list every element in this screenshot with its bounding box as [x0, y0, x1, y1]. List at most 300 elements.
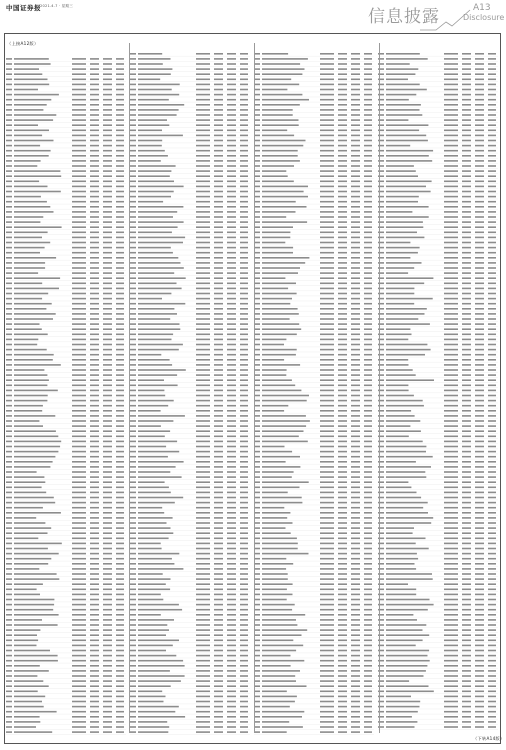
- listing-cell: [338, 109, 347, 111]
- listing-cell: [338, 655, 347, 657]
- listing-cell: [462, 696, 471, 698]
- listing-cell: [116, 456, 124, 458]
- listing-cell: [338, 104, 347, 106]
- listing-cell: [138, 543, 161, 545]
- listing-row: [6, 461, 126, 464]
- listing-cell: [116, 604, 124, 606]
- listing-cell: [320, 262, 334, 264]
- listing-cell: [254, 140, 260, 142]
- listing-cell: [475, 583, 484, 585]
- listing-cell: [364, 226, 372, 228]
- listing-cell: [90, 206, 99, 208]
- listing-cell: [214, 492, 223, 494]
- listing-cell: [6, 670, 12, 672]
- listing-cell: [338, 660, 347, 662]
- listing-cell: [14, 461, 53, 463]
- listing-cell: [364, 175, 372, 177]
- listing-cell: [320, 492, 334, 494]
- listing-cell: [72, 94, 86, 96]
- listing-cell: [254, 53, 260, 55]
- listing-cell: [351, 624, 360, 626]
- listing-cell: [364, 379, 372, 381]
- listing-cell: [475, 425, 484, 427]
- listing-cell: [475, 599, 484, 601]
- listing-cell: [227, 298, 236, 300]
- listing-cell: [227, 624, 236, 626]
- listing-cell: [90, 660, 99, 662]
- listing-cell: [364, 99, 372, 101]
- listing-cell: [196, 538, 210, 540]
- listing-row: [6, 293, 126, 296]
- listing-cell: [6, 629, 12, 631]
- listing-row: [378, 328, 498, 331]
- listing-cell: [351, 237, 360, 239]
- listing-cell: [338, 344, 347, 346]
- listing-cell: [254, 385, 260, 387]
- listing-row: [254, 359, 374, 362]
- listing-cell: [475, 104, 484, 106]
- listing-cell: [262, 660, 304, 662]
- listing-cell: [364, 298, 372, 300]
- listing-cell: [90, 415, 99, 417]
- listing-cell: [90, 436, 99, 438]
- listing-cell: [338, 379, 347, 381]
- listing-cell: [14, 237, 42, 239]
- listing-row: [378, 58, 498, 61]
- listing-cell: [320, 390, 334, 392]
- listing-cell: [196, 721, 210, 723]
- listing-cell: [130, 415, 136, 417]
- listing-cell: [462, 211, 471, 213]
- listing-row: [130, 354, 250, 357]
- listing-cell: [227, 604, 236, 606]
- listing-row: [6, 130, 126, 133]
- listing-row: [6, 512, 126, 515]
- listing-cell: [227, 84, 236, 86]
- listing-cell: [262, 186, 308, 188]
- listing-cell: [488, 155, 496, 157]
- listing-row: [378, 415, 498, 418]
- listing-cell: [227, 711, 236, 713]
- listing-cell: [386, 283, 424, 285]
- listing-cell: [351, 84, 360, 86]
- listing-cell: [103, 655, 112, 657]
- listing-cell: [130, 522, 136, 524]
- listing-cell: [116, 415, 124, 417]
- listing-cell: [488, 390, 496, 392]
- listing-cell: [6, 583, 12, 585]
- listing-cell: [130, 589, 136, 591]
- listing-cell: [14, 691, 38, 693]
- listing-cell: [90, 339, 99, 341]
- listing-cell: [488, 553, 496, 555]
- listing-cell: [138, 277, 186, 279]
- listing-cell: [6, 410, 12, 412]
- listing-cell: [444, 272, 458, 274]
- listing-cell: [488, 497, 496, 499]
- listing-cell: [351, 318, 360, 320]
- listing-row: [6, 711, 126, 714]
- listing-cell: [488, 583, 496, 585]
- listing-cell: [14, 344, 37, 346]
- listing-cell: [338, 349, 347, 351]
- listing-cell: [488, 119, 496, 121]
- listing-cell: [116, 660, 124, 662]
- listing-cell: [72, 726, 86, 728]
- listing-row: [130, 114, 250, 117]
- listing-cell: [462, 298, 471, 300]
- listing-cell: [227, 395, 236, 397]
- listing-cell: [254, 721, 260, 723]
- listing-row: [130, 461, 250, 464]
- listing-cell: [138, 405, 168, 407]
- listing-cell: [320, 721, 334, 723]
- listing-cell: [262, 430, 304, 432]
- listing-cell: [462, 721, 471, 723]
- listing-cell: [214, 670, 223, 672]
- listing-cell: [488, 645, 496, 647]
- listing-cell: [364, 334, 372, 336]
- listing-cell: [72, 548, 86, 550]
- listing-cell: [351, 665, 360, 667]
- listing-row: [6, 609, 126, 612]
- listing-cell: [6, 548, 12, 550]
- listing-cell: [351, 436, 360, 438]
- listing-cell: [130, 497, 136, 499]
- listing-cell: [364, 548, 372, 550]
- listing-cell: [90, 543, 99, 545]
- listing-cell: [254, 124, 260, 126]
- listing-cell: [196, 487, 210, 489]
- listing-cell: [130, 619, 136, 621]
- listing-cell: [214, 655, 223, 657]
- listing-cell: [364, 471, 372, 473]
- listing-cell: [103, 191, 112, 193]
- listing-cell: [254, 400, 260, 402]
- listing-cell: [138, 522, 167, 524]
- listing-cell: [240, 170, 248, 172]
- listing-cell: [138, 436, 165, 438]
- listing-cell: [364, 655, 372, 657]
- listing-cell: [14, 206, 50, 208]
- listing-cell: [475, 124, 484, 126]
- listing-cell: [196, 328, 210, 330]
- listing-cell: [214, 430, 223, 432]
- listing-cell: [214, 410, 223, 412]
- listing-cell: [386, 640, 423, 642]
- listing-row: [130, 522, 250, 525]
- listing-cell: [116, 497, 124, 499]
- listing-cell: [130, 150, 136, 152]
- listing-cell: [262, 313, 299, 315]
- listing-cell: [227, 237, 236, 239]
- listing-cell: [138, 634, 166, 636]
- listing-cell: [14, 385, 47, 387]
- listing-cell: [262, 99, 309, 101]
- listing-cell: [130, 400, 136, 402]
- listing-row: [378, 706, 498, 709]
- listing-cell: [240, 599, 248, 601]
- listing-cell: [196, 548, 210, 550]
- listing-cell: [386, 58, 428, 60]
- listing-cell: [351, 242, 360, 244]
- listing-cell: [14, 568, 39, 570]
- listing-row: [130, 634, 250, 637]
- listing-cell: [338, 415, 347, 417]
- listing-cell: [103, 487, 112, 489]
- listing-cell: [72, 614, 86, 616]
- listing-cell: [90, 150, 99, 152]
- listing-cell: [90, 553, 99, 555]
- listing-cell: [196, 58, 210, 60]
- listing-cell: [462, 99, 471, 101]
- listing-cell: [475, 140, 484, 142]
- listing-cell: [196, 558, 210, 560]
- listing-cell: [214, 63, 223, 65]
- listing-cell: [14, 420, 39, 422]
- listing-cell: [488, 385, 496, 387]
- listing-cell: [488, 446, 496, 448]
- listing-cell: [196, 344, 210, 346]
- listing-cell: [320, 206, 334, 208]
- listing-cell: [6, 140, 12, 142]
- listing-cell: [90, 395, 99, 397]
- listing-cell: [351, 558, 360, 560]
- listing-cell: [72, 716, 86, 718]
- listing-row: [6, 68, 126, 71]
- listing-cell: [214, 308, 223, 310]
- listing-cell: [488, 517, 496, 519]
- listing-cell: [386, 252, 418, 254]
- listing-cell: [196, 665, 210, 667]
- listing-cell: [90, 691, 99, 693]
- listing-cell: [6, 497, 12, 499]
- listing-cell: [254, 374, 260, 376]
- listing-cell: [386, 293, 414, 295]
- listing-cell: [338, 446, 347, 448]
- listing-cell: [138, 568, 183, 570]
- listing-cell: [214, 99, 223, 101]
- listing-row: [254, 201, 374, 204]
- listing-cell: [351, 226, 360, 228]
- listing-row: [130, 487, 250, 490]
- listing-cell: [227, 53, 236, 55]
- listing-cell: [6, 344, 12, 346]
- listing-row: [378, 318, 498, 321]
- listing-cell: [338, 466, 347, 468]
- listing-cell: [214, 252, 223, 254]
- listing-cell: [103, 507, 112, 509]
- listing-row: [254, 517, 374, 520]
- listing-cell: [214, 400, 223, 402]
- listing-cell: [14, 349, 47, 351]
- listing-cell: [138, 502, 175, 504]
- listing-cell: [351, 288, 360, 290]
- listing-cell: [262, 721, 289, 723]
- listing-cell: [227, 181, 236, 183]
- listing-cell: [103, 481, 112, 483]
- listing-cell: [214, 405, 223, 407]
- listing-cell: [320, 563, 334, 565]
- listing-cell: [14, 415, 55, 417]
- listing-cell: [196, 89, 210, 91]
- continued-from-label: （上接A12版）: [7, 41, 39, 46]
- listing-row: [130, 349, 250, 352]
- listing-row: [378, 165, 498, 168]
- listing-cell: [475, 84, 484, 86]
- listing-cell: [214, 237, 223, 239]
- listing-row: [6, 283, 126, 286]
- listing-cell: [320, 451, 334, 453]
- listing-cell: [240, 624, 248, 626]
- listing-row: [254, 318, 374, 321]
- listing-cell: [351, 374, 360, 376]
- listing-cell: [320, 415, 334, 417]
- listing-cell: [364, 430, 372, 432]
- listing-cell: [462, 645, 471, 647]
- listing-row: [254, 563, 374, 566]
- listing-cell: [14, 451, 58, 453]
- listing-cell: [488, 405, 496, 407]
- listing-cell: [351, 293, 360, 295]
- listing-cell: [444, 706, 458, 708]
- listing-cell: [254, 216, 260, 218]
- listing-cell: [130, 145, 136, 147]
- listing-cell: [103, 675, 112, 677]
- listing-cell: [320, 578, 334, 580]
- listing-cell: [262, 532, 291, 534]
- listing-cell: [338, 124, 347, 126]
- listing-cell: [196, 119, 210, 121]
- listing-cell: [240, 538, 248, 540]
- listing-cell: [444, 512, 458, 514]
- listing-cell: [6, 262, 12, 264]
- listing-cell: [475, 680, 484, 682]
- listing-cell: [103, 374, 112, 376]
- listing-cell: [320, 369, 334, 371]
- listing-cell: [138, 538, 169, 540]
- listing-row: [378, 323, 498, 326]
- listing-cell: [444, 645, 458, 647]
- listing-cell: [262, 145, 303, 147]
- listing-cell: [364, 721, 372, 723]
- listing-cell: [14, 395, 48, 397]
- listing-cell: [103, 242, 112, 244]
- listing-cell: [351, 140, 360, 142]
- listing-cell: [214, 512, 223, 514]
- paper-name: 中国证券报: [6, 4, 41, 12]
- listing-cell: [488, 73, 496, 75]
- listing-cell: [254, 558, 260, 560]
- listing-cell: [386, 221, 423, 223]
- listing-cell: [227, 63, 236, 65]
- listing-cell: [72, 634, 86, 636]
- listing-cell: [138, 196, 171, 198]
- listing-cell: [462, 456, 471, 458]
- listing-cell: [214, 334, 223, 336]
- listing-row: [130, 58, 250, 61]
- listing-cell: [103, 476, 112, 478]
- listing-cell: [227, 685, 236, 687]
- listing-cell: [116, 481, 124, 483]
- listing-cell: [488, 364, 496, 366]
- listing-cell: [72, 216, 86, 218]
- listing-cell: [254, 629, 260, 631]
- listing-cell: [14, 364, 61, 366]
- listing-cell: [116, 150, 124, 152]
- listing-cell: [14, 548, 48, 550]
- listing-cell: [14, 308, 46, 310]
- listing-cell: [364, 181, 372, 183]
- listing-cell: [196, 374, 210, 376]
- listing-cell: [130, 303, 136, 305]
- listing-cell: [488, 58, 496, 60]
- listing-cell: [320, 145, 334, 147]
- listing-row: [378, 492, 498, 495]
- listing-cell: [338, 68, 347, 70]
- listing-cell: [338, 165, 347, 167]
- listing-cell: [386, 247, 420, 249]
- listing-cell: [214, 114, 223, 116]
- listing-cell: [196, 706, 210, 708]
- listing-cell: [130, 283, 136, 285]
- listing-cell: [351, 573, 360, 575]
- listing-cell: [386, 568, 416, 570]
- listing-cell: [488, 568, 496, 570]
- listing-cell: [138, 339, 172, 341]
- listing-cell: [130, 696, 136, 698]
- listing-cell: [338, 568, 347, 570]
- listing-cell: [116, 701, 124, 703]
- listing-cell: [351, 599, 360, 601]
- listing-cell: [214, 553, 223, 555]
- listing-row: [378, 599, 498, 602]
- listing-cell: [488, 691, 496, 693]
- listing-cell: [462, 420, 471, 422]
- listing-row: [6, 99, 126, 102]
- listing-cell: [444, 262, 458, 264]
- listing-cell: [214, 650, 223, 652]
- listing-cell: [462, 170, 471, 172]
- listing-cell: [262, 640, 293, 642]
- listing-cell: [130, 492, 136, 494]
- listing-row: [6, 680, 126, 683]
- listing-cell: [6, 492, 12, 494]
- listing-cell: [130, 466, 136, 468]
- listing-cell: [338, 425, 347, 427]
- listing-cell: [6, 726, 12, 728]
- listing-cell: [14, 84, 49, 86]
- listing-cell: [103, 711, 112, 713]
- listing-cell: [227, 476, 236, 478]
- listing-cell: [72, 425, 86, 427]
- listing-cell: [475, 308, 484, 310]
- listing-cell: [240, 339, 248, 341]
- listing-cell: [488, 201, 496, 203]
- listing-cell: [72, 79, 86, 81]
- listing-cell: [130, 640, 136, 642]
- listing-row: [254, 160, 374, 163]
- listing-row: [378, 512, 498, 515]
- listing-cell: [320, 487, 334, 489]
- listing-cell: [351, 640, 360, 642]
- listing-cell: [320, 237, 334, 239]
- listing-cell: [103, 650, 112, 652]
- listing-cell: [138, 186, 184, 188]
- listing-row: [254, 385, 374, 388]
- listing-row: [378, 257, 498, 260]
- listing-cell: [14, 492, 46, 494]
